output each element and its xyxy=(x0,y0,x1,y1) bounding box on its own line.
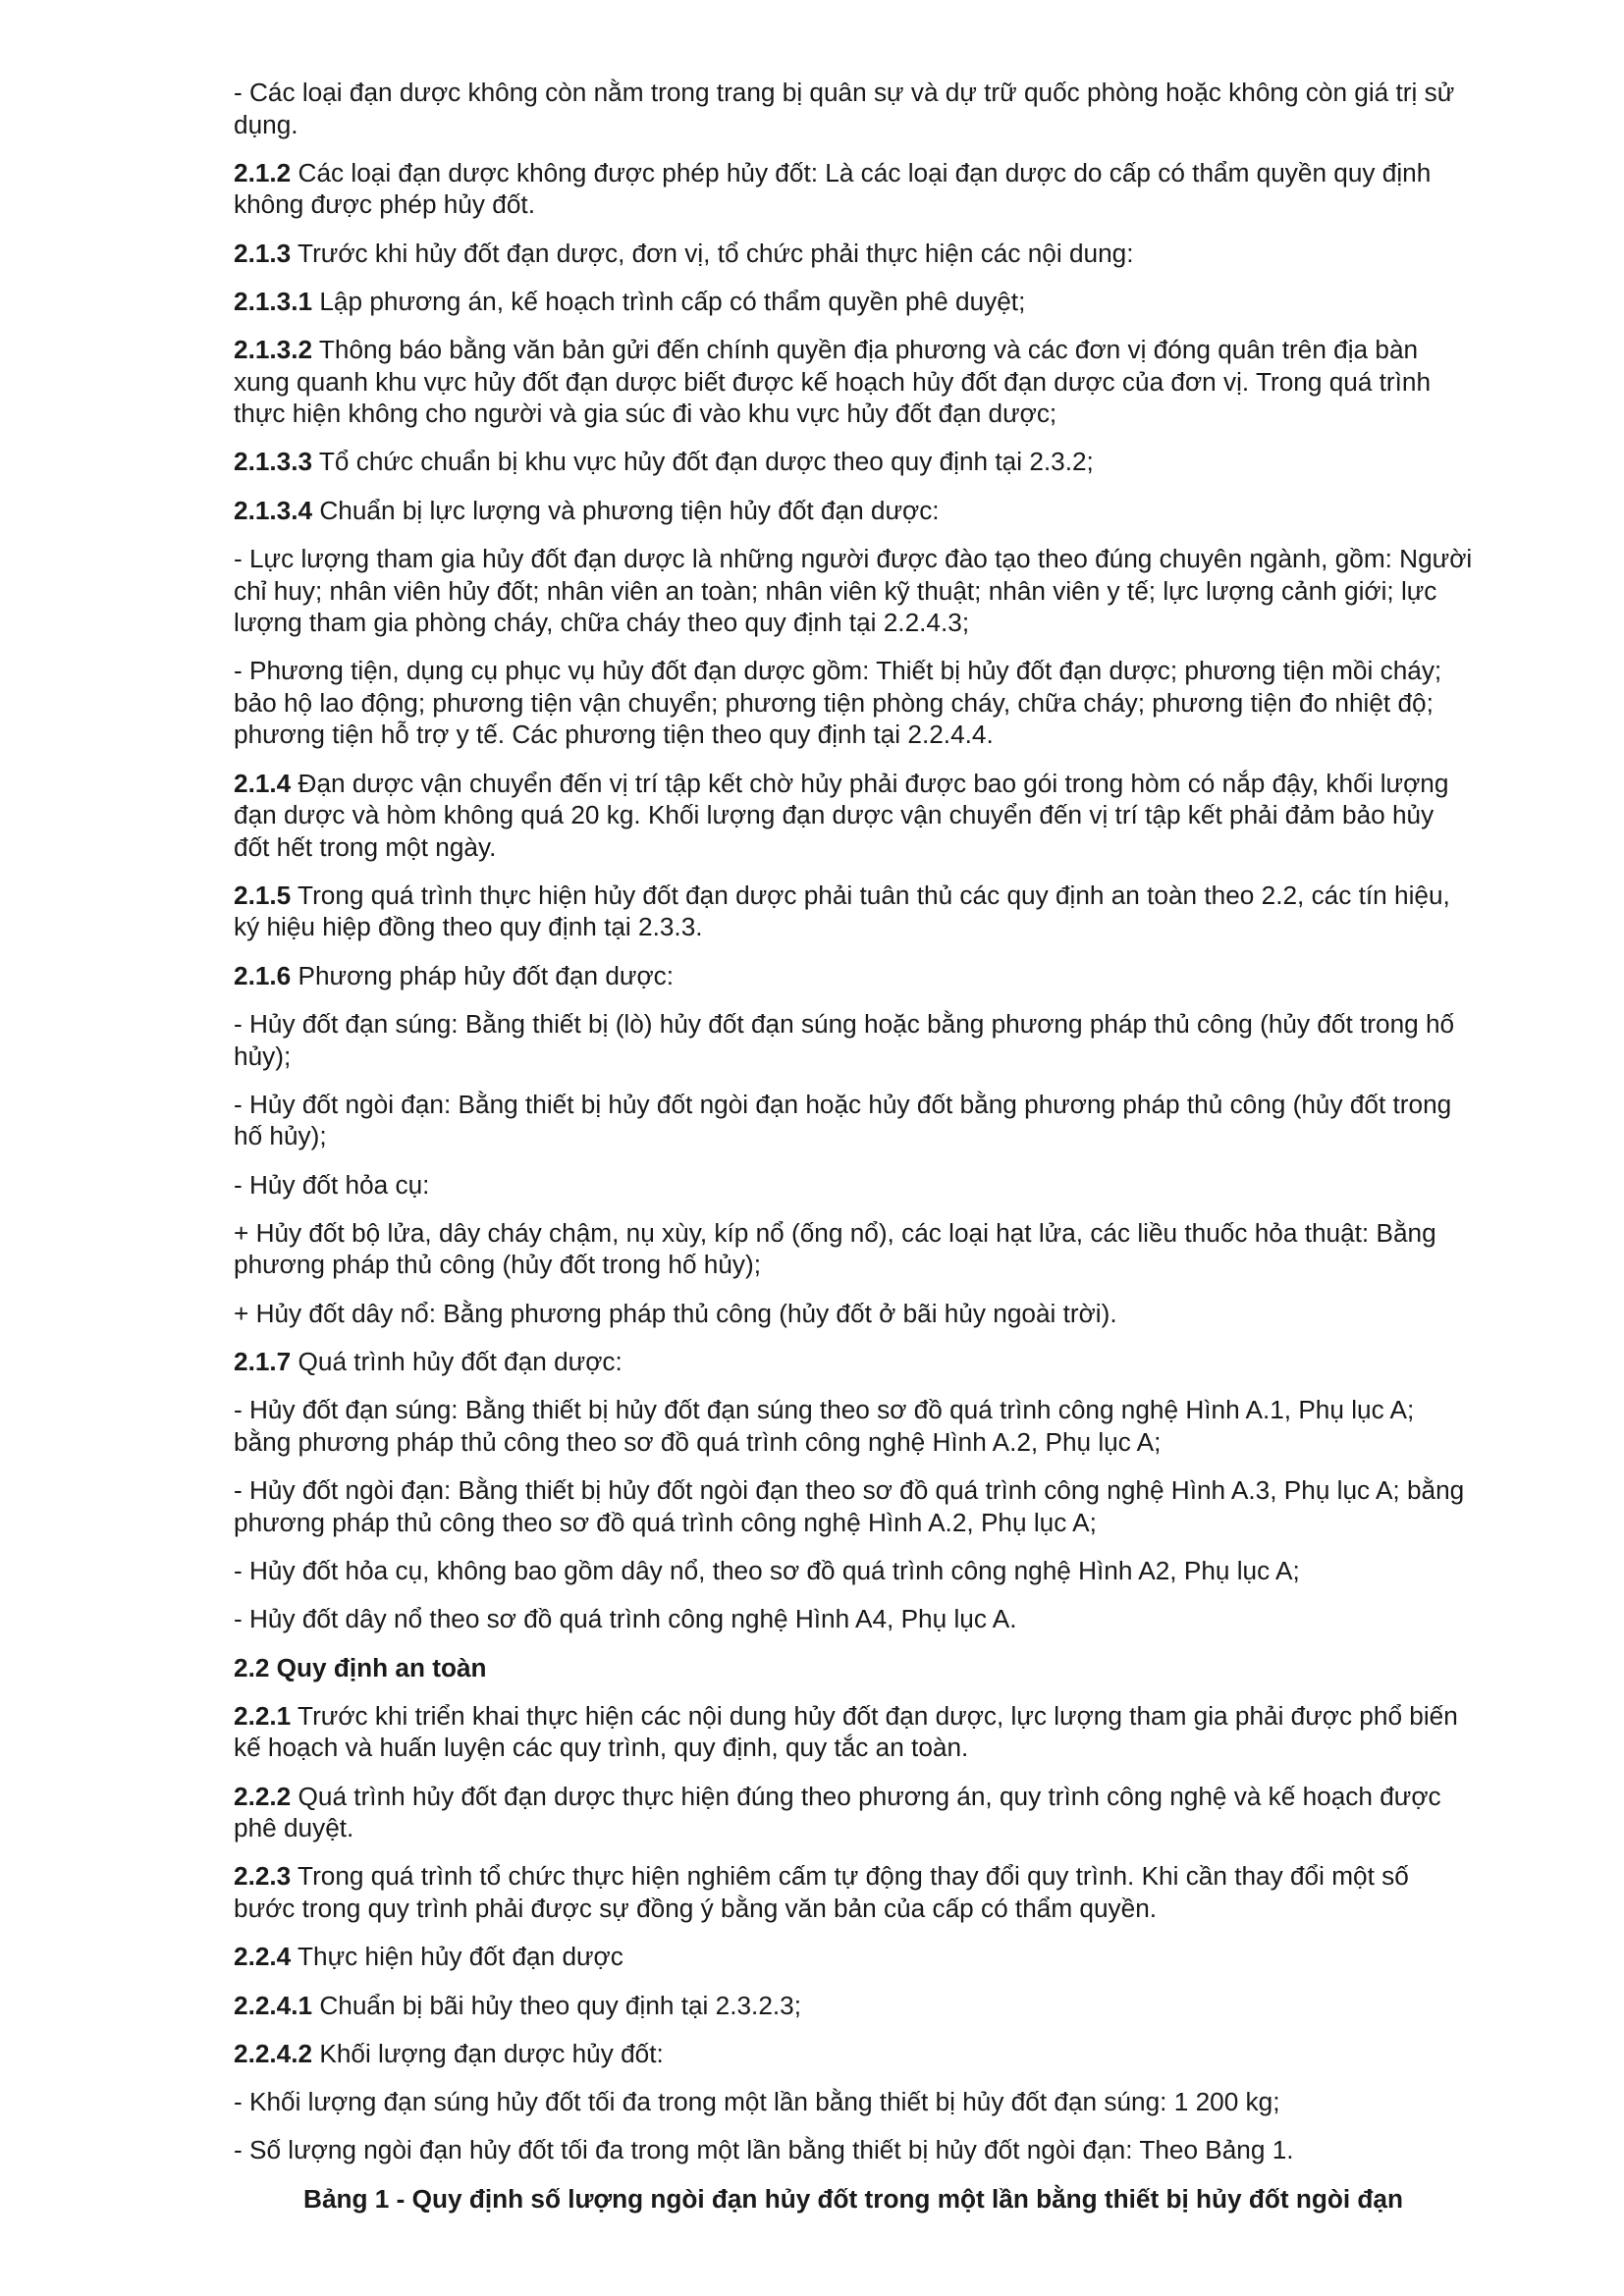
paragraph-text: Các loại đạn dược không được phép hủy đốt: Là các loại đạn dược do cấp có thẩm quyền quy định không được phép hủy đốt. xyxy=(234,157,1432,220)
paragraph-text: Khối lượng đạn dược hủy đốt: xyxy=(312,2038,664,2068)
paragraph xyxy=(234,543,1473,639)
table-title: Bảng 1 - Quy định số lượng ngòi đạn hủy đốt trong một lần bằng thiết bị hủy đốt ngòi đạn xyxy=(303,2183,1403,2214)
paragraph-text: Quá trình hủy đốt đạn dược: xyxy=(291,1347,623,1377)
paragraph xyxy=(234,960,1473,992)
clause-number: 2.2.2 xyxy=(234,1781,292,1811)
clause-number: 2.1.6 xyxy=(234,960,292,990)
clause-number: 2.2.4 xyxy=(234,1942,292,1972)
paragraph xyxy=(234,2038,1473,2070)
clause-number: 2.1.3 xyxy=(234,238,292,268)
paragraph xyxy=(234,1346,1473,1378)
paragraph xyxy=(234,1700,1473,1764)
section-heading: 2.2 Quy định an toàn xyxy=(234,1652,487,1682)
paragraph-text: - Các loại đạn dược không còn nằm trong trang bị quân sự và dự trữ quốc phòng hoặc không còn giá trị sử dụng. xyxy=(234,78,1455,139)
paragraph-text: + Hủy đốt dây nổ: Bằng phương pháp thủ công (hủy đốt ở bãi hủy ngoài trời). xyxy=(234,1298,1117,1328)
paragraph xyxy=(234,286,1473,318)
paragraph-text: + Hủy đốt bộ lửa, dây cháy chậm, nụ xùy, kíp nổ (ống nổ), các loại hạt lửa, các liều thuốc hỏa thuật: Bằng phương pháp thủ công (hủy đốt trong hố hủy); xyxy=(234,1217,1436,1280)
paragraph xyxy=(234,334,1473,430)
clause-number: 2.1.3.3 xyxy=(234,447,313,477)
paragraph xyxy=(234,1474,1473,1538)
paragraph xyxy=(234,1089,1473,1152)
paragraph-text: Quá trình hủy đốt đạn dược thực hiện đúng theo phương án, quy trình công nghệ và kế hoạch được phê duyệt. xyxy=(234,1781,1441,1843)
paragraph xyxy=(234,238,1473,270)
paragraph xyxy=(234,1298,1473,1330)
paragraph xyxy=(234,1781,1473,1844)
clause-number: 2.1.2 xyxy=(234,157,292,187)
paragraph-text: - Hủy đốt hỏa cụ, không bao gồm dây nổ, theo sơ đồ quá trình công nghệ Hình A2, Phụ lục A; xyxy=(234,1555,1300,1585)
paragraph-group-2-2 xyxy=(234,1700,1473,2166)
paragraph xyxy=(234,1941,1473,1973)
paragraph-text: Thực hiện hủy đốt đạn dược xyxy=(291,1942,623,1972)
paragraph-text: Trước khi triển khai thực hiện các nội dung hủy đốt đạn dược, lực lượng tham gia phải được phổ biến kế hoạch và huấn luyện các quy trình, quy định, quy tắc an toàn. xyxy=(234,1700,1458,1763)
paragraph xyxy=(234,446,1473,478)
paragraph-text: Phương pháp hủy đốt đạn dược: xyxy=(291,960,674,990)
paragraph xyxy=(234,1603,1473,1635)
paragraph xyxy=(234,1990,1473,2022)
paragraph xyxy=(234,768,1473,864)
clause-number: 2.1.3.2 xyxy=(234,335,313,365)
paragraph-text: - Lực lượng tham gia hủy đốt đạn dược là những người được đào tạo theo đúng chuyên ngành, gồm: Người chỉ huy; nhân viên hủy đốt; nhân viên an toàn; nhân viên kỹ thuật; nhân viên y tế; lực lượng cảnh giới; lực lượng tham gia phòng cháy, chữa cháy theo quy định tại 2.2.4.3; xyxy=(234,544,1473,638)
clause-number: 2.2.3 xyxy=(234,1861,292,1892)
paragraph-text: - Số lượng ngòi đạn hủy đốt tối đa trong một lần bằng thiết bị hủy đốt ngòi đạn: Theo Bảng 1. xyxy=(234,2135,1294,2165)
paragraph xyxy=(234,157,1473,221)
clause-number: 2.1.5 xyxy=(234,880,292,910)
paragraph-text: Trước khi hủy đốt đạn dược, đơn vị, tổ chức phải thực hiện các nội dung: xyxy=(291,238,1134,268)
paragraph-text: - Hủy đốt ngòi đạn: Bằng thiết bị hủy đốt ngòi đạn theo sơ đồ quá trình công nghệ Hình A.3, Phụ lục A; bằng phương pháp thủ công theo sơ đồ quá trình công nghệ Hình A.2, Phụ lục A; xyxy=(234,1475,1465,1537)
paragraph-text: - Hủy đốt hỏa cụ: xyxy=(234,1169,430,1200)
clause-number: 2.2.4.1 xyxy=(234,1990,313,2020)
paragraph xyxy=(234,77,1473,140)
paragraph xyxy=(234,1169,1473,1201)
paragraph xyxy=(234,1217,1473,1281)
paragraph-text: Tổ chức chuẩn bị khu vực hủy đốt đạn dược theo quy định tại 2.3.2; xyxy=(312,447,1094,477)
paragraph-text: - Hủy đốt dây nổ theo sơ đồ quá trình công nghệ Hình A4, Phụ lục A. xyxy=(234,1604,1017,1634)
clause-number: 2.1.4 xyxy=(234,768,292,798)
paragraph-text: - Hủy đốt ngòi đạn: Bằng thiết bị hủy đốt ngòi đạn hoặc hủy đốt bằng phương pháp thủ công (hủy đốt trong hố hủy); xyxy=(234,1089,1452,1151)
clause-number: 2.1.3.1 xyxy=(234,286,313,316)
paragraph xyxy=(234,880,1473,943)
paragraph-text: - Phương tiện, dụng cụ phục vụ hủy đốt đạn dược gồm: Thiết bị hủy đốt đạn dược; phương tiện mồi cháy; bảo hộ lao động; phương tiện vận chuyển; phương tiện phòng cháy, chữa cháy; phương tiện đo nhiệt độ; phương tiện hỗ trợ y tế. Các phương tiện theo quy định tại 2.2.4.4. xyxy=(234,656,1442,750)
paragraph-text: Trong quá trình tổ chức thực hiện nghiêm cấm tự động thay đổi quy trình. Khi cần thay đổi một số bước trong quy trình phải được sự đồng ý bằng văn bản của cấp có thẩm quyền. xyxy=(234,1861,1409,1923)
paragraph-text: Chuẩn bị bãi hủy theo quy định tại 2.3.2.3; xyxy=(312,1990,802,2020)
paragraph xyxy=(234,2086,1473,2118)
paragraph-text: - Hủy đốt đạn súng: Bằng thiết bị (lò) hủy đốt đạn súng hoặc bằng phương pháp thủ công (hủy đốt trong hố hủy); xyxy=(234,1009,1455,1071)
paragraph-text: Trong quá trình thực hiện hủy đốt đạn dược phải tuân thủ các quy định an toàn theo 2.2, các tín hiệu, ký hiệu hiệp đồng theo quy định tại 2.3.3. xyxy=(234,880,1450,942)
paragraph-text: - Khối lượng đạn súng hủy đốt tối đa trong một lần bằng thiết bị hủy đốt đạn súng: 1 200 kg; xyxy=(234,2087,1280,2117)
paragraph xyxy=(234,1394,1473,1458)
clause-number: 2.1.3.4 xyxy=(234,495,313,525)
document-page xyxy=(234,77,1473,2215)
paragraph-text: - Hủy đốt đạn súng: Bằng thiết bị hủy đốt đạn súng theo sơ đồ quá trình công nghệ Hình A.1, Phụ lục A; bằng phương pháp thủ công theo sơ đồ quá trình công nghệ Hình A.2, Phụ lục A; xyxy=(234,1395,1415,1457)
paragraph xyxy=(234,495,1473,527)
paragraph xyxy=(234,1860,1473,1924)
paragraph xyxy=(234,1555,1473,1587)
clause-number: 2.2.1 xyxy=(234,1700,292,1731)
paragraph xyxy=(234,2134,1473,2166)
clause-number: 2.2.4.2 xyxy=(234,2038,313,2068)
paragraph-text: Đạn dược vận chuyển đến vị trí tập kết chờ hủy phải được bao gói trong hòm có nắp đậy, khối lượng đạn dược và hòm không quá 20 kg. Khối lượng đạn dược vận chuyển đến vị trí tập kết phải đảm bảo hủy đốt hết trong một ngày. xyxy=(234,768,1449,862)
paragraph-text: Chuẩn bị lực lượng và phương tiện hủy đốt đạn dược: xyxy=(312,495,940,525)
paragraph-group-2-1 xyxy=(234,77,1473,1635)
clause-number: 2.1.7 xyxy=(234,1347,292,1377)
paragraph-text: Thông báo bằng văn bản gửi đến chính quyền địa phương và các đơn vị đóng quân trên địa bàn xung quanh khu vực hủy đốt đạn dược biết được kế hoạch hủy đốt đạn dược của đơn vị. Trong quá trình thực hiện không cho người và gia súc đi vào khu vực hủy đốt đạn dược; xyxy=(234,335,1432,429)
paragraph xyxy=(234,655,1473,751)
paragraph xyxy=(234,1008,1473,1072)
paragraph-text: Lập phương án, kế hoạch trình cấp có thẩm quyền phê duyệt; xyxy=(312,286,1026,316)
